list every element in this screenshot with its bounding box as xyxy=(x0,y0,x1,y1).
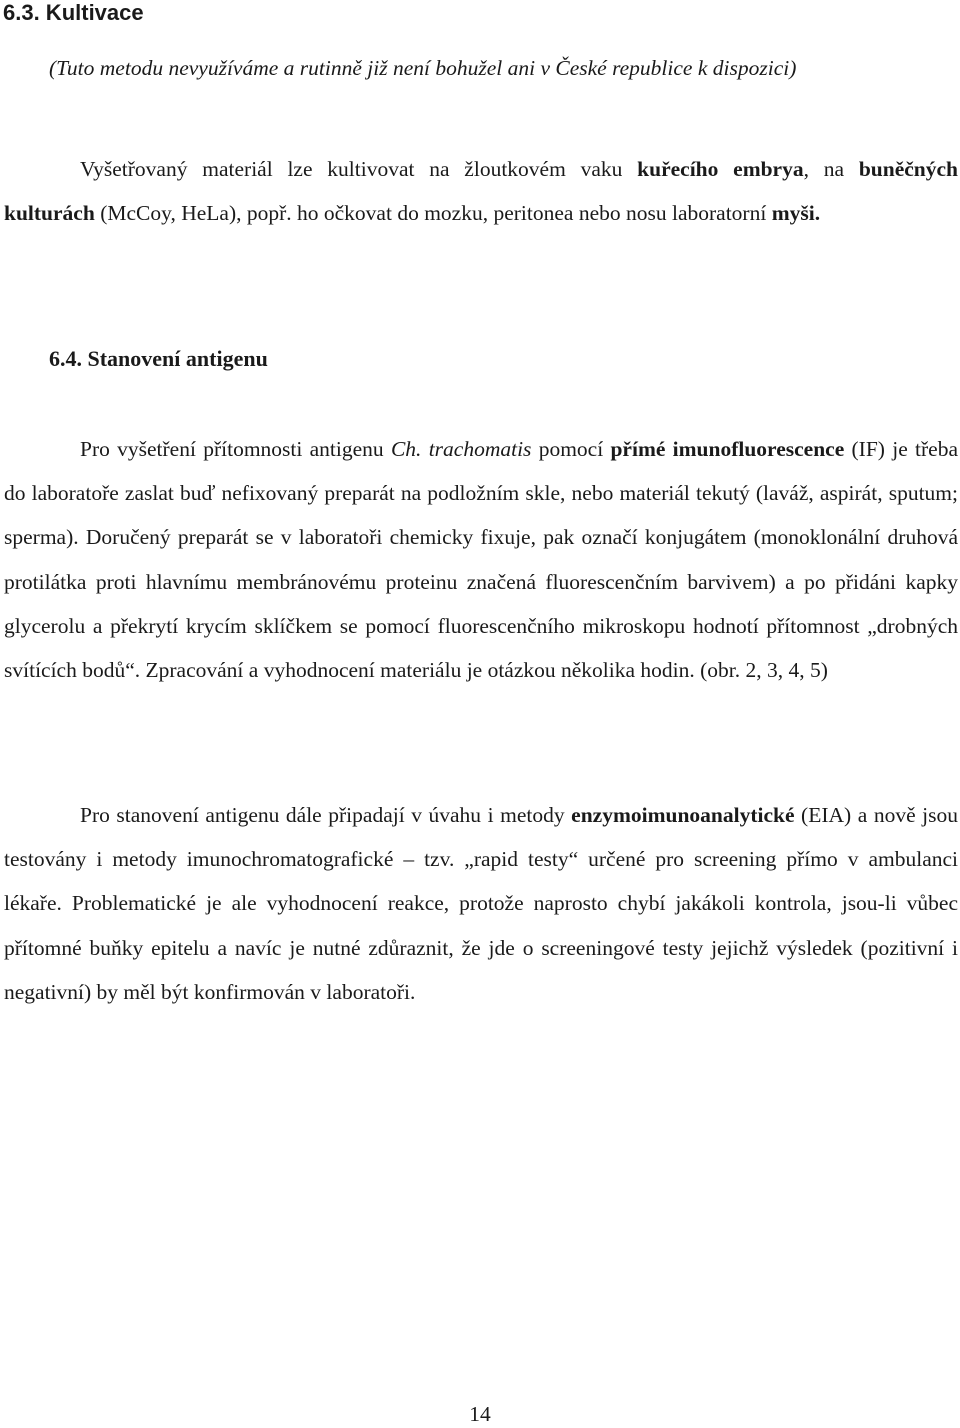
text-run: (EIA) a nově jsou testovány i metody imunochromatografické – tzv. „rapid testy“ určené pro screening přímo v ambulanci lékaře. Problematické je ale vyhodnocení reakce, protože naprosto chybí jakákoli kontrola, jsou-li vůbec přítomné buňky epitelu a navíc je nutné zdůraznit, že jde o screeningové testy jejichž výsledek (pozitivní i negativní) by měl být konfirmován v laboratoři. xyxy=(4,803,958,1004)
paragraph-kultivace xyxy=(4,147,958,235)
text-run: Pro stanovení antigenu dále připadají v úvahu i metody xyxy=(80,803,572,827)
section-heading-antigen: 6.4. Stanovení antigenu xyxy=(49,346,268,371)
bold-term-chicken-embryo: kuřecího embrya xyxy=(637,157,804,181)
text-run: , na xyxy=(803,157,859,181)
text-run: Vyšetřovaný materiál lze kultivovat na žloutkovém vaku xyxy=(80,157,638,181)
section-note: (Tuto metodu nevyužíváme a rutinně již není bohužel ani v České republice k dispozici) xyxy=(49,56,797,80)
paragraph-antigen-if xyxy=(4,427,958,692)
bold-term-direct-if: přímé imunofluorescence xyxy=(610,437,845,461)
paragraph-antigen-eia xyxy=(4,793,958,1014)
text-run: Pro vyšetření přítomnosti antigenu xyxy=(80,437,391,461)
page-number: 14 xyxy=(469,1402,491,1426)
bold-term-eia: enzymoimunoanalytické xyxy=(571,803,795,827)
bold-term-mice: myši. xyxy=(771,201,821,226)
bold-term-cell-cultures: buněčných kulturách xyxy=(4,157,958,226)
text-run: (McCoy, HeLa), popř. ho očkovat do mozku, peritonea nebo nosu laboratorní xyxy=(94,201,772,226)
text-run: pomocí xyxy=(531,437,611,461)
text-run: (IF) je třeba do laboratoře zaslat buď nefixovaný preparát na podložním skle, nebo materiál tekutý (laváž, aspirát, sputum; sperma). Doručený preparát se v laboratoři chemicky fixuje, pak označí konjugátem (monoklonální druhová protilátka proti hlavnímu membránovému proteinu značená fluorescenčním barvivem) a po přidáni kapky glycerolu a překrytí krycím sklíčkem se pomocí fluorescenčního mikroskopu hodnotí přítomnost „drobných svítících bodů“. Zpracování a vyhodnocení materiálu je otázkou několika hodin. (obr. 2, 3, 4, 5) xyxy=(4,437,958,683)
italic-term-species: Ch. trachomatis xyxy=(390,437,532,461)
section-heading-kultivace: 6.3. Kultivace xyxy=(3,0,144,25)
